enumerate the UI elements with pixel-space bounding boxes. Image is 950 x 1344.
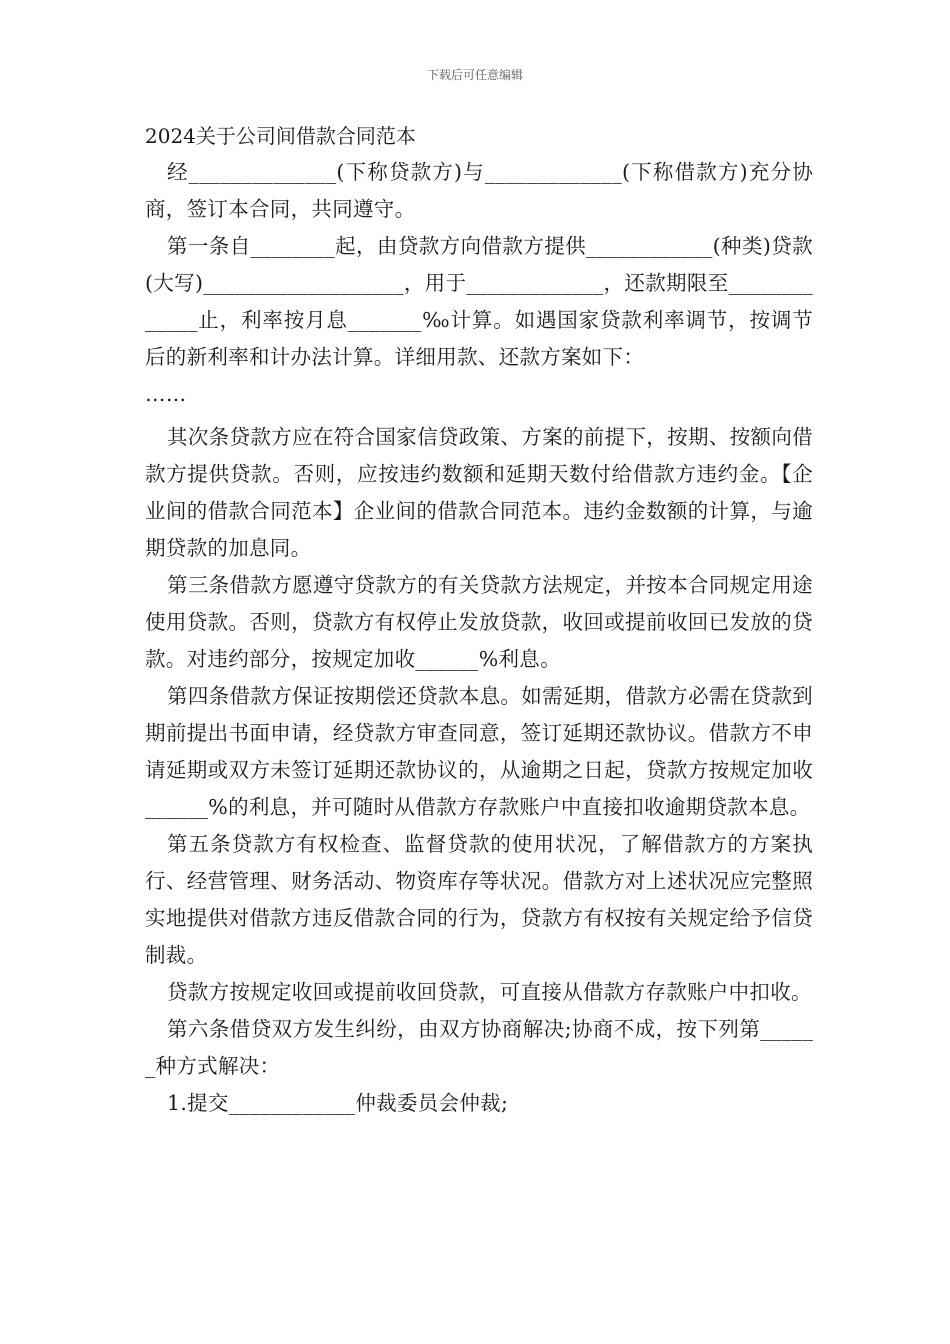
paragraph-article-6-item-1: 1.提交____________仲裁委员会仲裁;: [167, 1091, 509, 1115]
paragraph-ellipsis: ……: [145, 382, 187, 406]
paragraph-article-1: 第一条自________起，由贷款方向借款方提供____________(种类)贷款(大写)___________________，用于_____________，还款期限至_____________止，利率按月息_______‰计算。如遇国家贷款利率调节，按调节后的新利率和计办法计算。详细用款、还款方案如下：: [145, 234, 813, 369]
document-body: [145, 118, 813, 1122]
paragraph-article-5: 第五条贷款方有权检查、监督贷款的使用状况，了解借款方的方案执行、经营管理、财务活动、物资库存等状况。借款方对上述状况应完整照实地提供对借款方违反借款合同的行为，贷款方有权按有关规定给予信贷制裁。: [145, 832, 813, 967]
paragraph-article-6: 第六条借贷双方发生纠纷，由双方协商解决;协商不成，按下列第______种方式解决：: [145, 1017, 813, 1078]
paragraph-article-4: 第四条借款方保证按期偿还贷款本息。如需延期，借款方必需在贷款到期前提出书面申请，经贷款方审查同意，签订延期还款协议。借款方不申请延期或双方未签订延期还款协议的，从逾期之日起，贷款方按规定加收______%的利息，并可随时从借款方存款账户中直接扣收逾期贷款本息。: [145, 684, 813, 819]
paragraph-article-3: 第三条借款方愿遵守贷款方的有关贷款方法规定，并按本合同规定用途使用贷款。否则，贷款方有权停止发放贷款，收回或提前收回已发放的贷款。对违约部分，按规定加收______%利息。: [145, 573, 813, 671]
paragraph-preamble: 经______________(下称贷款方)与_____________(下称借款方)充分协商，签订本合同，共同遵守。: [145, 160, 813, 221]
document-title: 2024关于公司间借款合同范本: [145, 124, 416, 148]
paragraph-article-5-note: 贷款方按规定收回或提前收回贷款，可直接从借款方存款账户中扣收。: [167, 980, 812, 1004]
paragraph-article-2: 其次条贷款方应在符合国家信贷政策、方案的前提下，按期、按额向借款方提供贷款。否则，应按违约数额和延期天数付给借款方违约金。【企业间的借款合同范本】企业间的借款合同范本。违约金数额的计算，与逾期贷款的加息同。: [145, 425, 813, 560]
header-note: 下载后可任意编辑: [426, 68, 523, 82]
